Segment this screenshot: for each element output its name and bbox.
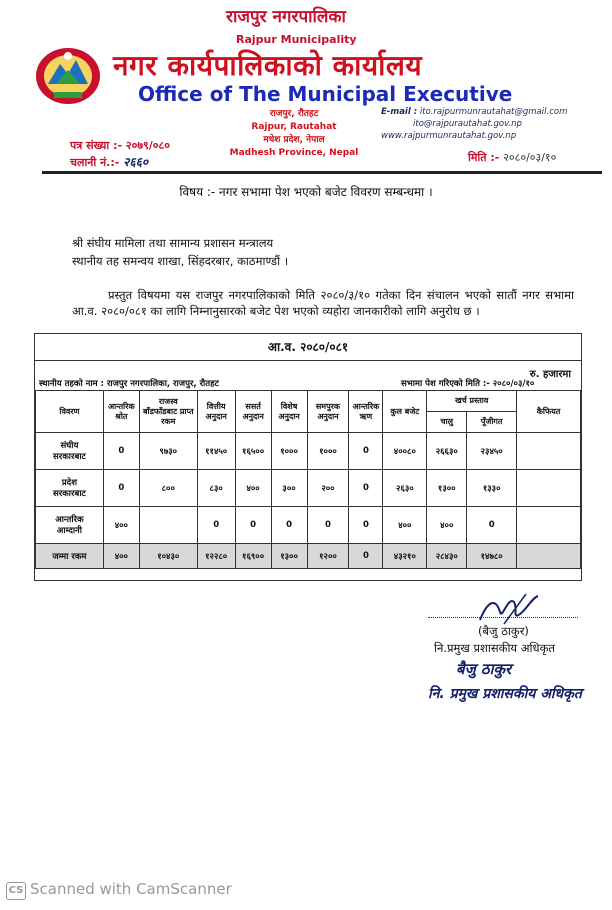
- letter-number-label: पत्र संख्या :-: [70, 139, 123, 152]
- row-label: संघीय सरकारबाट: [36, 433, 104, 470]
- signatory-name: (बैजु ठाकुर): [478, 624, 529, 638]
- cell-capital: १४७८०: [467, 544, 517, 569]
- website: www.rajpurmunrautahat.gov.np: [381, 131, 517, 141]
- body-paragraph: प्रस्तुत विषयमा यस राजपुर नगरपालिकाको मिति २०८०/३/१० गतेका दिन संचालन भएको सातौं नगर सभामा आ.व. २०८०/०८१ का लागि निम्नानुसारको बजेट पेश भएको व्यहोरा जानकारीको लागि अनुरोध छ ।: [72, 288, 574, 318]
- cell-fiscal: 0: [197, 507, 235, 544]
- cell-conditional: १६९००: [235, 544, 271, 569]
- row-label: आन्तरिक आम्दानी: [36, 507, 104, 544]
- dispatch-number-label: चलानी नं.:-: [70, 156, 120, 169]
- table-row: [36, 433, 581, 470]
- cell-complementary: 0: [307, 507, 349, 544]
- letter-date-value: २०८०/०३/१०: [503, 151, 557, 164]
- header-revenue-share: राजस्व बाँडफाँडबाट प्राप्त रकम: [139, 391, 197, 433]
- cell-capital: 0: [467, 507, 517, 544]
- header-expense-proposal: खर्च प्रस्ताव: [427, 391, 517, 412]
- header-remarks: कैफियत: [517, 391, 581, 433]
- subject-line: विषय :- नगर सभामा पेश भएको बजेट विवरण सम्बन्धमा ।: [179, 185, 433, 199]
- cell-special: १०००: [271, 433, 307, 470]
- table-row: [36, 507, 581, 544]
- header-total-budget: कुल बजेट: [383, 391, 427, 433]
- office-title-np: नगर कार्यपालिकाको कार्यालय: [113, 49, 423, 82]
- signature-line: [428, 617, 578, 618]
- table-local-level: स्थानीय तहको नाम : राजपुर नगरपालिका, राजपुर, रौतहट: [39, 379, 219, 389]
- cell-total: २६३०: [383, 470, 427, 507]
- cell-capital: १३३०: [467, 470, 517, 507]
- cell-loan: 0: [349, 470, 383, 507]
- cell-revenue: ९७३०: [139, 433, 197, 470]
- cell-total: ४००८०: [383, 433, 427, 470]
- nepal-emblem-icon: [34, 44, 102, 106]
- cell-internal: 0: [103, 470, 139, 507]
- cell-loan: 0: [349, 433, 383, 470]
- table-unit: रु. हजारमा: [529, 369, 571, 380]
- scanner-watermark: [6, 880, 232, 900]
- cell-current: २६६३०: [427, 433, 467, 470]
- budget-table: [34, 333, 582, 581]
- table-total-row: [36, 544, 581, 569]
- row-label: प्रदेश सरकारबाट: [36, 470, 104, 507]
- cell-special: 0: [271, 507, 307, 544]
- cell-total: ४३२१०: [383, 544, 427, 569]
- cell-remarks: [517, 507, 581, 544]
- cell-remarks: [517, 433, 581, 470]
- cell-conditional: 0: [235, 507, 271, 544]
- table-presented-date: सभामा पेश गरिएको मिति :- २०८०/०३/१०: [401, 379, 535, 389]
- address-line-1: राजपुर, रौतहट: [269, 109, 319, 119]
- cell-complementary: १२००: [307, 544, 349, 569]
- header-fiscal-grant: वित्तीय अनुदान: [197, 391, 235, 433]
- header-special-grant: विशेष अनुदान: [271, 391, 307, 433]
- recipient-line-1: श्री संघीय मामिला तथा सामान्य प्रशासन मन्त्रालय: [72, 236, 274, 250]
- cell-loan: 0: [349, 544, 383, 569]
- cell-remarks: [517, 544, 581, 569]
- letter-number-value: २०७९/०८०: [125, 139, 170, 152]
- cell-revenue: ८००: [139, 470, 197, 507]
- dispatch-number: [70, 153, 148, 170]
- contact-block: [381, 106, 567, 142]
- stamp-name: बैजु ठाकुर: [456, 660, 512, 678]
- cell-total: ४००: [383, 507, 427, 544]
- cell-special: १३००: [271, 544, 307, 569]
- cell-internal: ४००: [103, 544, 139, 569]
- header-divider: [42, 171, 602, 174]
- cell-current: १३००: [427, 470, 467, 507]
- address-line-2: Rajpur, Rautahat: [251, 122, 337, 132]
- municipality-name-np: राजपुर नगरपालिका: [226, 7, 346, 27]
- header-internal-source: आन्तरिक श्रोत: [103, 391, 139, 433]
- cell-capital: २३४५०: [467, 433, 517, 470]
- cell-complementary: २००: [307, 470, 349, 507]
- stamp-title: नि. प्रमुख प्रशासकीय अधिकृत: [428, 686, 582, 702]
- header-description: विवरण: [36, 391, 104, 433]
- recipient-line-2: स्थानीय तह समन्वय शाखा, सिंहदरबार, काठमाण्डौं ।: [72, 254, 289, 268]
- office-title-en: Office of The Municipal Executive: [138, 82, 513, 106]
- cell-revenue: [139, 507, 197, 544]
- cell-fiscal: ८३०: [197, 470, 235, 507]
- row-label: जम्मा रकम: [36, 544, 104, 569]
- email-2: ito@rajpurautahat.gov.np: [413, 119, 522, 129]
- scanner-text: Scanned with CamScanner: [30, 880, 232, 898]
- cell-current: ४००: [427, 507, 467, 544]
- email-label: E-mail :: [381, 107, 418, 117]
- cell-internal: ४००: [103, 507, 139, 544]
- letter-number: [70, 138, 170, 153]
- header-current: चालु: [427, 412, 467, 433]
- cell-current: २८४३०: [427, 544, 467, 569]
- header-complementary-grant: समपुरक अनुदान: [307, 391, 349, 433]
- letter-date: [468, 150, 556, 165]
- address-line-4: Madhesh Province, Nepal: [229, 148, 359, 158]
- budget-grid: [35, 390, 581, 569]
- signatory-title: नि.प्रमुख प्रशासकीय अधिकृत: [434, 641, 555, 655]
- letter-date-label: मिति :-: [468, 151, 500, 164]
- camscanner-icon: CS: [6, 882, 26, 900]
- cell-conditional: ४००: [235, 470, 271, 507]
- cell-special: ३००: [271, 470, 307, 507]
- cell-loan: 0: [349, 507, 383, 544]
- cell-remarks: [517, 470, 581, 507]
- address-line-3: मधेश प्रदेश, नेपाल: [263, 135, 325, 145]
- dispatch-number-value: २६६०: [123, 155, 149, 169]
- cell-internal: 0: [103, 433, 139, 470]
- header-conditional-grant: ससर्त अनुदान: [235, 391, 271, 433]
- email-1: ito.rajpurmunrautahat@gmail.com: [419, 107, 568, 117]
- table-fiscal-year: आ.व. २०८०/०८१: [35, 334, 581, 361]
- cell-fiscal: १२२८०: [197, 544, 235, 569]
- header-capital: पूँजीगत: [467, 412, 517, 433]
- header-internal-loan: आन्तरिक ऋण: [349, 391, 383, 433]
- municipality-name-en: Rajpur Municipality: [236, 33, 357, 46]
- cell-complementary: १०००: [307, 433, 349, 470]
- cell-revenue: १०४३०: [139, 544, 197, 569]
- cell-fiscal: ११४५०: [197, 433, 235, 470]
- table-row: [36, 470, 581, 507]
- cell-conditional: १६५००: [235, 433, 271, 470]
